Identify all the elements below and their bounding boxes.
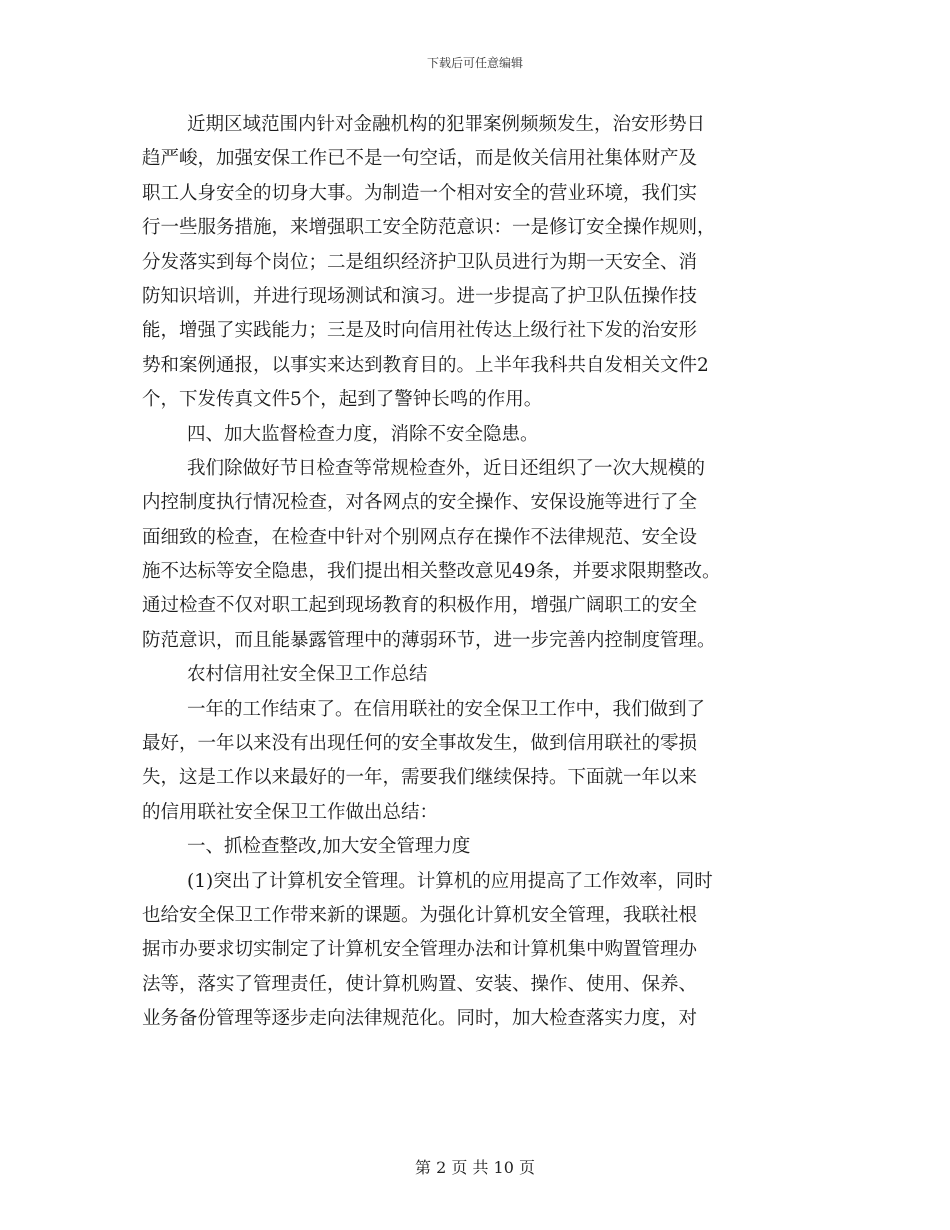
paragraph-line: 失，这是工作以来最好的一年，需要我们继续保持。下面就一年以来 <box>142 767 698 789</box>
section-heading: 四、加大监督检查力度，消除不安全隐患。 <box>187 423 539 445</box>
paragraph-line: 一年的工作结束了。在信用联社的安全保卫工作中，我们做到了 <box>187 698 706 720</box>
page-number: 第 2 页 共 10 页 <box>415 1158 535 1177</box>
paragraph-line: 的信用联社安全保卫工作做出总结： <box>142 801 439 823</box>
paragraph-line: 通过检查不仅对职工起到现场教育的积极作用，增强广阔职工的安全 <box>142 595 698 617</box>
paragraph-line: 防知识培训，并进行现场测试和演习。进一步提高了护卫队伍操作技 <box>142 285 698 307</box>
document-body <box>142 108 802 1037</box>
paragraph-line: (1)突出了计算机安全管理。计算机的应用提高了工作效率，同时 <box>187 870 713 892</box>
document-title: 农村信用社安全保卫工作总结 <box>187 664 428 686</box>
paragraph-line: 能，增强了实践能力；三是及时向信用社传达上级行社下发的治安形 <box>142 320 698 342</box>
page-header: 下载后可任意编辑 <box>426 56 523 70</box>
paragraph-line: 趋严峻，加强安保工作已不是一句空话，而是攸关信用社集体财产及 <box>142 148 698 170</box>
paragraph-line: 防范意识，而且能暴露管理中的薄弱环节，进一步完善内控制度管理。 <box>142 629 716 651</box>
paragraph-line: 内控制度执行情况检查，对各网点的安全操作、安保设施等进行了全 <box>142 492 698 514</box>
section-heading: 一、抓检查整改,加大安全管理力度 <box>187 836 471 858</box>
paragraph-line: 法等，落实了管理责任，使计算机购置、安装、操作、使用、保养、 <box>142 973 698 995</box>
paragraph-line: 势和案例通报，以事实来达到教育目的。上半年我科共自发相关文件2 <box>142 354 709 376</box>
paragraph-line: 也给安全保卫工作带来新的课题。为强化计算机安全管理，我联社根 <box>142 904 698 926</box>
paragraph-line: 职工人身安全的切身大事。为制造一个相对安全的营业环境，我们实 <box>142 182 698 204</box>
paragraph-line: 近期区域范围内针对金融机构的犯罪案例频频发生，治安形势日 <box>187 114 706 135</box>
paragraph-line: 分发落实到每个岗位；二是组织经济护卫队员进行为期一天安全、消 <box>142 251 698 273</box>
paragraph-line: 面细致的检查，在检查中针对个别网点存在操作不法律规范、安全设 <box>142 526 698 548</box>
paragraph-line: 施不达标等安全隐患，我们提出相关整改意见49条，并要求限期整改。 <box>142 561 721 583</box>
paragraph-line: 我们除做好节日检查等常规检查外，近日还组织了一次大规模的 <box>187 457 706 479</box>
paragraph-line: 个，下发传真文件5个，起到了警钟长鸣的作用。 <box>142 389 543 411</box>
paragraph-line: 最好，一年以来没有出现任何的安全事故发生，做到信用联社的零损 <box>142 733 698 755</box>
paragraph-line: 据市办要求切实制定了计算机安全管理办法和计算机集中购置管理办 <box>142 939 698 961</box>
paragraph-line: 行一些服务措施，来增强职工安全防范意识：一是修订安全操作规则， <box>142 217 716 239</box>
paragraph-line: 业务备份管理等逐步走向法律规范化。同时，加大检查落实力度，对 <box>142 1008 698 1030</box>
